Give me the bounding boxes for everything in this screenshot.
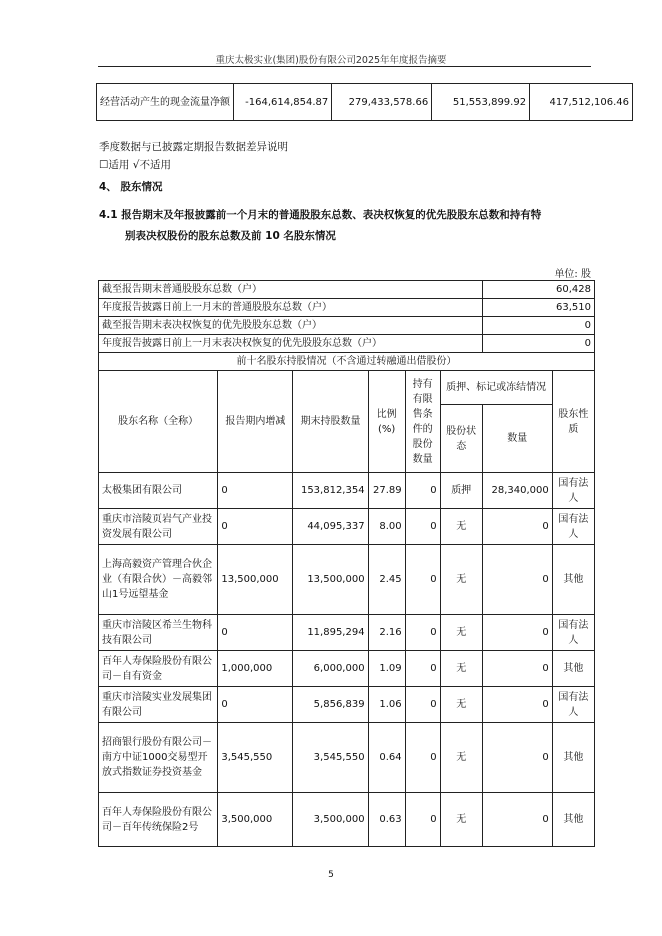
summary-row: 截至报告期末普通股股东总数（户） 60,428 xyxy=(99,281,595,299)
col-header-pledge-status: 股份状态 xyxy=(440,405,482,473)
table-row: 百年人寿保险股份有限公司－百年传统保险2号 3,500,000 3,500,000 0.63 0 无 0 其他 xyxy=(99,793,595,847)
table-row: 重庆市涪陵实业发展集团有限公司 0 5,856,839 1.06 0 无 0 国有法人 xyxy=(99,687,595,723)
table-row: 上海高毅资产管理合伙企业（有限合伙）－高毅邻山1号远望基金 13,500,000 13,500,000 2.45 0 无 0 其他 xyxy=(99,545,595,615)
shareholder-table xyxy=(98,280,595,847)
col-header-shares: 期末持股数量 xyxy=(293,371,368,473)
header-rule xyxy=(98,66,591,67)
col-header-pledge-qty: 数量 xyxy=(482,405,552,473)
col-header-nature: 股东性质 xyxy=(552,371,594,473)
cashflow-q4: 417,512,106.46 xyxy=(530,84,633,121)
section-4-1-line1: 4.1 报告期末及年报披露前一个月末的普通股股东总数、表决权恢复的优先股股东总数和持有特 xyxy=(99,209,542,221)
col-header-pledge: 质押、标记或冻结情况 xyxy=(440,371,552,405)
cashflow-table xyxy=(96,83,633,121)
summary-row: 年度报告披露日前上一月末表决权恢复的优先股股东总数（户） 0 xyxy=(99,335,595,353)
applicable-options: ☐适用 √不适用 xyxy=(99,159,171,171)
col-header-name: 股东名称（全称） xyxy=(99,371,218,473)
top10-title-row xyxy=(99,353,595,371)
table-row: 招商银行股份有限公司－南方中证1000交易型开放式指数证券投资基金 3,545,550 3,545,550 0.64 0 无 0 其他 xyxy=(99,723,595,793)
col-header-restricted: 持有有限售条件的股份数量 xyxy=(405,371,440,473)
summary-row: 年度报告披露日前上一月末的普通股股东总数（户） 63,510 xyxy=(99,299,595,317)
table-row xyxy=(97,84,633,121)
table-row: 重庆市涪陵页岩气产业投资发展有限公司 0 44,095,337 8.00 0 无 0 国有法人 xyxy=(99,509,595,545)
col-header-change: 报告期内增减 xyxy=(218,371,293,473)
section-4-1-line2: 别表决权股份的股东总数及前 10 名股东情况 xyxy=(125,230,336,242)
cashflow-label: 经营活动产生的现金流量净额 xyxy=(97,84,234,121)
summary-row: 截至报告期末表决权恢复的优先股股东总数（户） 0 xyxy=(99,317,595,335)
page-header: 重庆太极实业(集团)股份有限公司2025年年度报告摘要 xyxy=(215,55,447,66)
unit-label: 单位: 股 xyxy=(554,269,591,280)
section-4-1-heading xyxy=(99,205,599,247)
cashflow-q1: -164,614,854.87 xyxy=(234,84,332,121)
table-row: 百年人寿保险股份有限公司－自有资金 1,000,000 6,000,000 1.09 0 无 0 其他 xyxy=(99,651,595,687)
header-row xyxy=(99,371,595,405)
page-number: 5 xyxy=(328,870,334,880)
quarter-note: 季度数据与已披露定期报告数据差异说明 xyxy=(99,141,288,153)
top10-title: 前十名股东持股情况（不含通过转融通出借股份） xyxy=(99,353,595,371)
section-4-heading: 4、 股东情况 xyxy=(99,181,163,193)
cashflow-q2: 279,433,578.66 xyxy=(332,84,432,121)
cashflow-q3: 51,553,899.92 xyxy=(432,84,530,121)
table-row: 重庆市涪陵区希兰生物科技有限公司 0 11,895,294 2.16 0 无 0 国有法人 xyxy=(99,615,595,651)
table-row: 太极集团有限公司 0 153,812,354 27.89 0 质押 28,340,000 国有法人 xyxy=(99,473,595,509)
col-header-ratio: 比例(%) xyxy=(368,371,405,473)
